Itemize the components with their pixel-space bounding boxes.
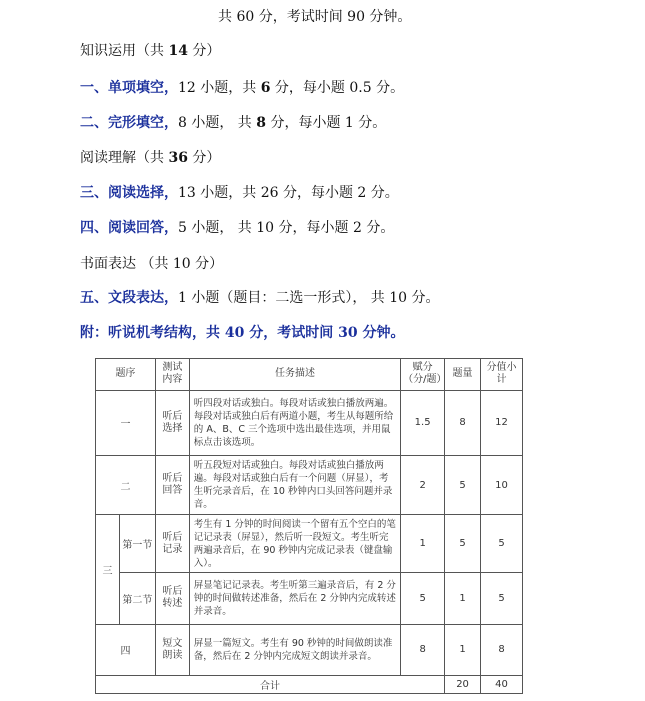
item-cloze-points: 8	[256, 115, 267, 131]
header-count: 题量	[445, 359, 481, 391]
section-knowledge-label: 知识运用（共	[80, 43, 169, 59]
section-reading-tail: 分）	[187, 150, 221, 166]
header-order: 题序	[96, 359, 156, 391]
row-content: 短文朗读	[155, 624, 189, 675]
row-count: 5	[445, 515, 481, 573]
total-label: 合计	[96, 675, 445, 693]
row-count: 5	[445, 456, 481, 515]
total-count: 20	[445, 675, 481, 693]
row-count: 1	[445, 624, 481, 675]
row-score-per: 1	[401, 515, 445, 573]
row-task: 考生有 1 分钟的时间阅读一个留有五个空白的笔记记录表（屏显），然后听一段短文。考生听完两遍录音后，在 90 秒钟内完成记录表（键盘输入）。	[189, 515, 400, 573]
row-content: 听后选择	[155, 390, 189, 455]
item-single-choice-text2: 分，每小题 0.5 分。	[270, 80, 405, 96]
row-subtotal: 8	[481, 624, 523, 675]
section-reading	[80, 149, 220, 167]
listening-exam-table	[95, 358, 523, 694]
row-score-per: 2	[401, 456, 445, 515]
section-writing: 书面表达 （共 10 分）	[80, 256, 224, 272]
row-sub-section: 第一节	[119, 515, 155, 573]
header-task: 任务描述	[189, 359, 400, 391]
section-knowledge	[80, 42, 220, 60]
section-knowledge-tail: 分）	[187, 43, 221, 59]
header-content: 测试内容	[155, 359, 189, 391]
item-single-choice-text1: 12 小题，共	[178, 80, 261, 96]
row-task: 听五段短对话或独白。每段对话或独白播放两遍。每段对话或独白后有一个问题（屏显），考生听完录音后，在 10 秒钟内口头回答问题并录音。	[189, 456, 400, 515]
item-reading-answer-text: 5 小题， 共 10 分，每小题 2 分。	[178, 220, 395, 236]
table-row	[96, 624, 523, 675]
row-subtotal: 10	[481, 456, 523, 515]
appendix-line: 附：听说机考结构，共 40 分，考试时间 30 分钟。	[80, 325, 405, 341]
row-order: 二	[96, 456, 156, 515]
section-reading-points: 36	[168, 150, 188, 166]
exam-summary-line: 共 60 分，考试时间 90 分钟。	[218, 9, 412, 25]
row-score-per: 8	[401, 624, 445, 675]
item-reading-choice	[80, 184, 399, 202]
row-content: 听后转述	[155, 573, 189, 624]
item-reading-choice-text: 13 小题，共 26 分，每小题 2 分。	[178, 185, 399, 201]
item-cloze-text2: 分，每小题 1 分。	[266, 115, 387, 131]
item-single-choice-label: 一、单项填空，	[80, 80, 178, 96]
row-content: 听后回答	[155, 456, 189, 515]
header-score-per: 赋分（分/题）	[401, 359, 445, 391]
table-total-row	[96, 675, 523, 693]
table-row	[96, 515, 523, 573]
item-passage-writing-text: 1 小题（题目：二选一形式）， 共 10 分。	[178, 290, 440, 306]
row-subtotal: 12	[481, 390, 523, 455]
row-subtotal: 5	[481, 515, 523, 573]
item-cloze-text1: 8 小题， 共	[178, 115, 257, 131]
header-subtotal: 分值小计	[481, 359, 523, 391]
row-content: 听后记录	[155, 515, 189, 573]
item-cloze	[80, 114, 386, 132]
row-order: 四	[96, 624, 156, 675]
section-knowledge-points: 14	[168, 43, 188, 59]
row-count: 1	[445, 573, 481, 624]
row-sub-section: 第二节	[119, 573, 155, 624]
table-row	[96, 456, 523, 515]
row-subtotal: 5	[481, 573, 523, 624]
row-count: 8	[445, 390, 481, 455]
item-passage-writing	[80, 289, 440, 307]
item-cloze-label: 二、完形填空，	[80, 115, 178, 131]
table-row	[96, 390, 523, 455]
row-task: 屏显笔记记录表。考生听第三遍录音后，有 2 分钟的时间做转述准备，然后在 2 分钟内完成转述并录音。	[189, 573, 400, 624]
row-score-per: 1.5	[401, 390, 445, 455]
item-reading-choice-label: 三、阅读选择，	[80, 185, 178, 201]
section-reading-label: 阅读理解（共	[80, 150, 169, 166]
item-passage-writing-label: 五、文段表达，	[80, 290, 178, 306]
item-reading-answer-label: 四、阅读回答，	[80, 220, 178, 236]
table-header-row	[96, 359, 523, 391]
table-row	[96, 573, 523, 624]
row-order: 一	[96, 390, 156, 455]
item-single-choice	[80, 79, 404, 97]
total-subtotal: 40	[481, 675, 523, 693]
row-score-per: 5	[401, 573, 445, 624]
row-order: 三	[96, 515, 120, 624]
row-task: 听四段对话或独白。每段对话或独白播放两遍。每段对话或独白后有两道小题，考生从每题所给的 A、B、C 三个选项中选出最佳选项，并用鼠标点击该选项。	[189, 390, 400, 455]
row-task: 屏显一篇短文。考生有 90 秒钟的时间做朗读准备，然后在 2 分钟内完成短文朗读并录音。	[189, 624, 400, 675]
item-single-choice-points: 6	[260, 80, 271, 96]
item-reading-answer	[80, 219, 394, 237]
